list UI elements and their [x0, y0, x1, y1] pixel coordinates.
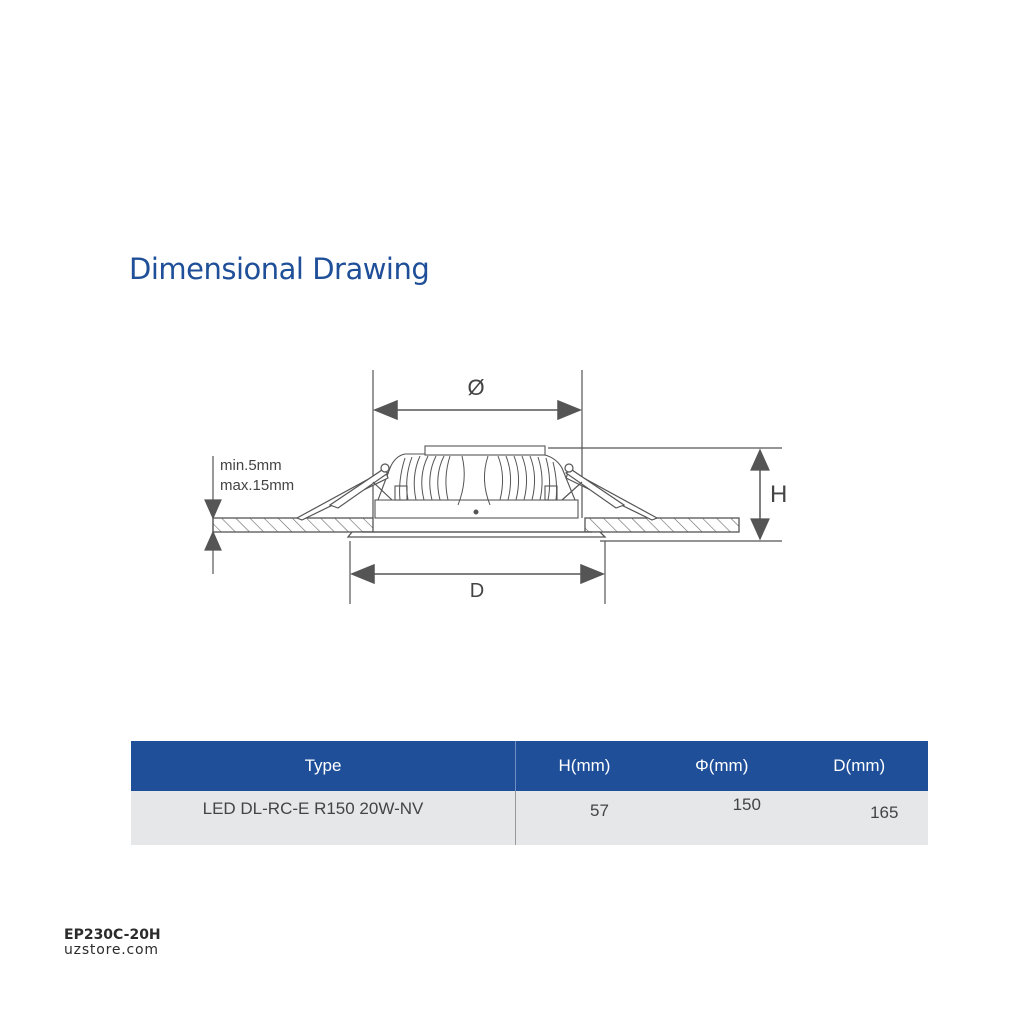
spec-table-header — [131, 741, 928, 791]
page-title: Dimensional Drawing — [129, 252, 430, 286]
cell-d: 165 — [791, 791, 929, 845]
cell-type: LED DL-RC-E R150 20W-NV — [131, 791, 516, 845]
product-code: EP230C-20H — [64, 927, 161, 943]
heatsink-body — [375, 446, 578, 518]
depth-label: D — [469, 580, 485, 602]
header-h: H(mm) — [516, 741, 654, 791]
site-watermark: uzstore.com — [64, 942, 159, 958]
spec-table — [131, 741, 928, 845]
header-phi: Φ(mm) — [653, 741, 791, 791]
ceiling-panel — [213, 518, 739, 532]
ceiling-thickness-dimension — [205, 456, 221, 574]
header-d: D(mm) — [791, 741, 929, 791]
table-row — [131, 791, 928, 845]
diameter-dimension — [375, 401, 580, 419]
cell-phi: 150 — [653, 791, 791, 845]
ceiling-max-label: max.15mm — [220, 477, 295, 494]
diameter-label: Ø — [467, 375, 485, 400]
header-type: Type — [131, 741, 516, 791]
trim-ring — [348, 532, 605, 537]
cell-h: 57 — [516, 791, 654, 845]
ceiling-min-label: min.5mm — [220, 457, 282, 474]
height-label: H — [770, 481, 788, 508]
